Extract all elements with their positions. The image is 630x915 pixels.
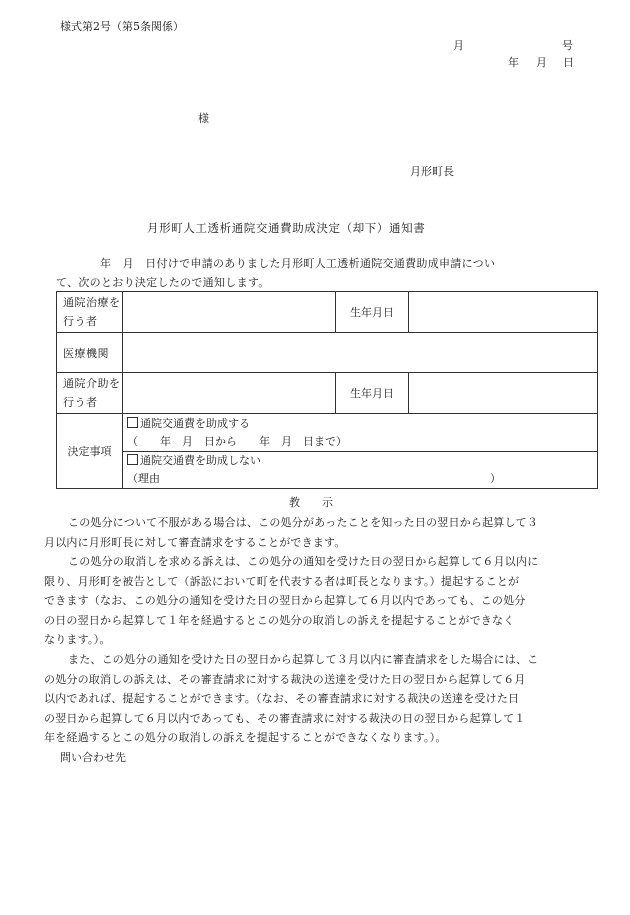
issuer: 月形町長 bbox=[410, 165, 454, 178]
patient-label: 通院治療を 行う者 bbox=[57, 292, 123, 333]
grant-option[interactable]: 通院交通費を助成する bbox=[127, 415, 597, 433]
helper-name-field[interactable] bbox=[123, 373, 336, 414]
patient-name-field[interactable] bbox=[123, 292, 336, 333]
checkbox-deny-icon[interactable] bbox=[127, 454, 138, 465]
helper-dob-field[interactable] bbox=[409, 373, 598, 414]
grant-period: （ 年 月 日から 年 月 日まで） bbox=[127, 434, 347, 448]
deny-option[interactable]: 通院交通費を助成しない bbox=[127, 452, 597, 470]
dob-label-2: 生年月日 bbox=[336, 373, 409, 414]
intro-line-1: 年 月 日付けで申請のありました月形町人工透析通院交通費助成申請につい bbox=[100, 257, 496, 270]
document-title: 月形町人工透析通院交通費助成決定（却下）通知書 bbox=[147, 221, 426, 235]
form-table bbox=[56, 291, 598, 489]
addressee-suffix: 様 bbox=[198, 112, 209, 125]
deny-reason: （理由 ） bbox=[127, 472, 501, 485]
number-go: 号 bbox=[562, 39, 573, 52]
dob-label: 生年月日 bbox=[336, 292, 409, 333]
decision-label: 決定事項 bbox=[57, 414, 123, 489]
notice-heading: 教 示 bbox=[289, 496, 333, 509]
medical-label: 医療機関 bbox=[57, 333, 123, 373]
date-month: 月 bbox=[536, 56, 547, 69]
date-day: 日 bbox=[563, 56, 574, 69]
contact-label: 問い合わせ先 bbox=[60, 751, 126, 764]
notice-paragraph-1: この処分について不服がある場合は、この処分があったことを知った日の翌日から起算して３ 月以内に月形町長に対して審査請求をすることができます。 bbox=[44, 516, 539, 549]
number-month: 月 bbox=[453, 39, 464, 52]
decision-deny-cell bbox=[123, 452, 598, 489]
date-year: 年 bbox=[508, 56, 519, 69]
helper-label: 通院介助を 行う者 bbox=[57, 373, 123, 414]
intro-line-2: て、次のとおり決定したので通知します。 bbox=[56, 276, 270, 289]
medical-institution-field[interactable] bbox=[123, 333, 598, 373]
intro-text bbox=[56, 254, 597, 292]
decision-grant-cell bbox=[123, 414, 598, 452]
patient-dob-field[interactable] bbox=[409, 292, 598, 333]
notice-paragraph-2: この処分の取消しを求める訴えは、この処分の通知を受けた日の翌日から起算して６月以内に 限り、月形町を被告として（訴訟において町を代表する者は町長となります。）提起することが できます（なお、この処分の通知を受けた日の翌日から起算して６月以内であっても、この処分 の日の翌日から起算して１年を経過するとこの処分の取消しの訴えを提起することができなく なります。）。 bbox=[44, 555, 539, 646]
checkbox-grant-icon[interactable] bbox=[127, 417, 138, 428]
notice-paragraph-3: また、この処分の通知を受けた日の翌日から起算して３月以内に審査請求をした場合には、こ の処分の取消しの訴えは、その審査請求に対する裁決の送達を受けた日の翌日から起算して６月 以内であれば、提起することができます。（なお、その審査請求に対する裁決の送達を受けた日 の翌日から起算して６月以内であっても、その審査請求に対する裁決の日の翌日から起算して１ 年を経過するとこの処分の取消しの訴えを提起することができなくなります。）。 bbox=[44, 653, 539, 744]
form-number: 様式第2号（第5条関係） bbox=[60, 20, 184, 33]
